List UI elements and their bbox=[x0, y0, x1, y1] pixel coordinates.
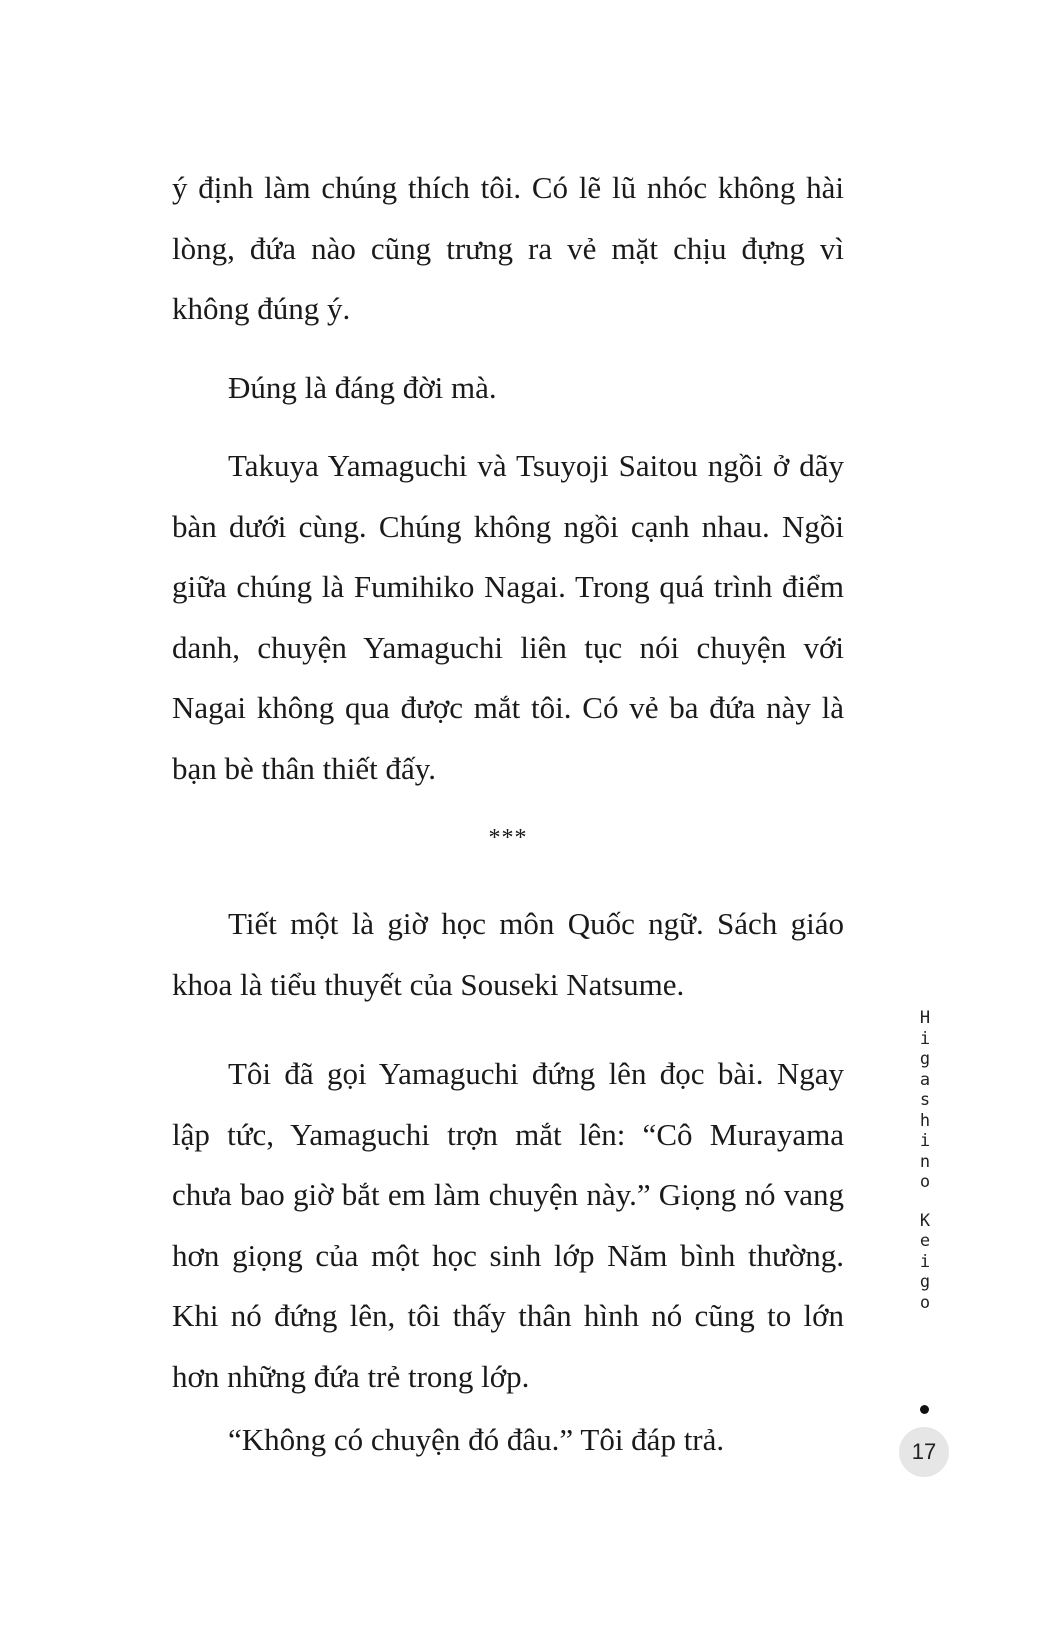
author-name-vertical bbox=[910, 1008, 940, 1313]
page-number: 17 bbox=[911, 1439, 937, 1464]
paragraph-6: “Không có chuyện đó đâu.” Tôi đáp trả. bbox=[228, 1422, 725, 1457]
author-letter: i bbox=[919, 1028, 931, 1049]
author-letter: n bbox=[919, 1151, 931, 1172]
author-letter: i bbox=[919, 1131, 931, 1151]
paragraph-5: Tôi đã gọi Yamaguchi đứng lên đọc bài. Ngay lập tức, Yamaguchi trợn mắt lên: “Cô Murayama chưa bao giờ bắt em làm chuyện này.” Giọng nó vang hơn giọng của một học sinh lớp Năm bình thường. Khi nó đứng lên, tôi thấy thân hình nó cũng to lớn hơn những đứa trẻ trong lớp. bbox=[172, 1056, 844, 1394]
section-separator: *** bbox=[488, 825, 528, 851]
page-number-badge bbox=[899, 1427, 949, 1477]
paragraph-3: Takuya Yamaguchi và Tsuyoji Saitou ngồi ở dãy bàn dưới cùng. Chúng không ngồi cạnh nhau. Ngồi giữa chúng là Fumihiko Nagai. Trong quá trình điểm danh, chuyện Yamaguchi liên tục nói chuyện với Nagai không qua được mắt tôi. Có vẻ ba đứa này là bạn bè thân thiết đấy. bbox=[172, 448, 844, 786]
paragraph-4: Tiết một là giờ học môn Quốc ngữ. Sách giáo khoa là tiểu thuyết của Souseki Natsume. bbox=[172, 906, 844, 1002]
paragraph-1: ý định làm chúng thích tôi. Có lẽ lũ nhóc không hài lòng, đứa nào cũng trưng ra vẻ mặt chịu đựng vì không đúng ý. bbox=[172, 170, 844, 326]
paragraph-2: Đúng là đáng đời mà. bbox=[228, 370, 497, 405]
author-letter: h bbox=[919, 1110, 931, 1131]
author-letter: o bbox=[919, 1292, 931, 1313]
author-letter: e bbox=[919, 1231, 931, 1251]
author-letter: o bbox=[919, 1172, 931, 1192]
author-letter: K bbox=[919, 1210, 931, 1231]
author-letter: g bbox=[919, 1272, 931, 1292]
bullet-dot-icon bbox=[920, 1405, 929, 1414]
author-letter: g bbox=[919, 1049, 931, 1069]
author-letter: a bbox=[919, 1069, 931, 1090]
author-letter: i bbox=[919, 1251, 931, 1272]
author-letter: s bbox=[919, 1090, 931, 1110]
author-letter: H bbox=[919, 1008, 931, 1028]
